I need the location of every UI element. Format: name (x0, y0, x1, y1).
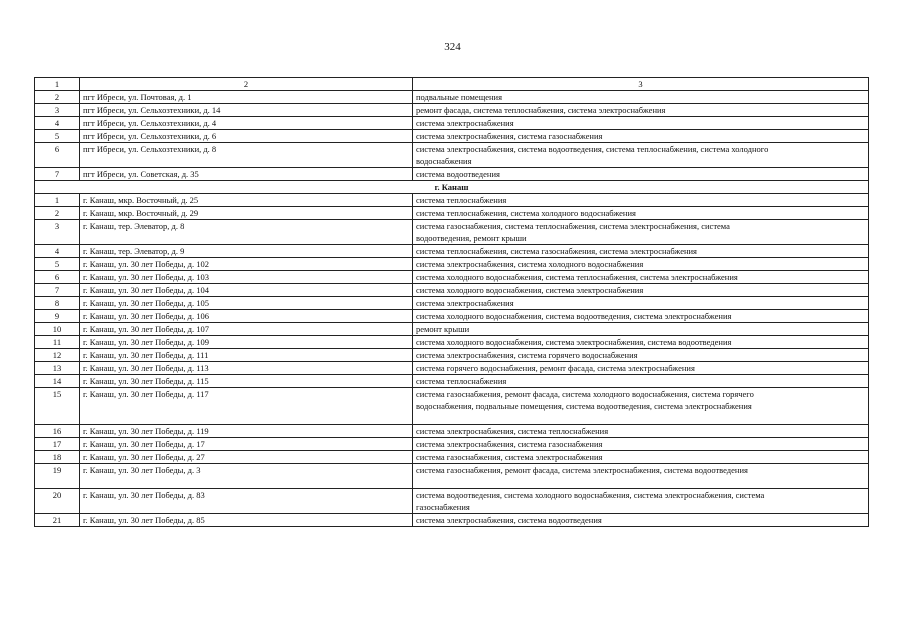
works-cell (413, 143, 869, 168)
works-cell (413, 130, 869, 143)
works-line: система теплоснабжения, система холодного водоснабжения (416, 208, 636, 218)
works-line: система электроснабжения, система газоснабжения (416, 439, 603, 449)
works-line: ремонт фасада, система теплоснабжения, система электроснабжения (416, 105, 666, 115)
works-cell (413, 349, 869, 362)
works-cell (413, 245, 869, 258)
works-cell (413, 258, 869, 271)
works-cell (413, 104, 869, 117)
works-line: система газоснабжения, ремонт фасада, система электроснабжения, система водоотведения (416, 465, 748, 475)
address-cell: г. Канаш, ул. 30 лет Победы, д. 105 (80, 297, 413, 310)
works-cell (413, 336, 869, 349)
row-number: 7 (35, 168, 80, 181)
table-row (35, 297, 869, 310)
row-number: 14 (35, 375, 80, 388)
address-cell: г. Канаш, ул. 30 лет Победы, д. 106 (80, 310, 413, 323)
row-number: 12 (35, 349, 80, 362)
row-number: 17 (35, 438, 80, 451)
row-number: 19 (35, 464, 80, 489)
column-number-row (35, 78, 869, 91)
works-line: газоснабжения (416, 502, 470, 512)
works-line: водоотведения, ремонт крыши (416, 233, 527, 243)
works-line: система холодного водоснабжения, система электроснабжения, система водоотведения (416, 337, 732, 347)
works-line: система водоотведения (416, 169, 500, 179)
table-body (35, 91, 869, 527)
row-number: 18 (35, 451, 80, 464)
row-number: 5 (35, 258, 80, 271)
row-number: 5 (35, 130, 80, 143)
works-cell (413, 284, 869, 297)
works-line: система электроснабжения, система водоотведения (416, 515, 602, 525)
works-cell (413, 438, 869, 451)
works-line: система электроснабжения, система теплоснабжения (416, 426, 609, 436)
works-cell (413, 220, 869, 245)
address-cell: г. Канаш, ул. 30 лет Победы, д. 103 (80, 271, 413, 284)
address-cell: пгт Ибреси, ул. Советская, д. 35 (80, 168, 413, 181)
row-number: 20 (35, 489, 80, 514)
works-line: система холодного водоснабжения, система теплоснабжения, система электроснабжения (416, 272, 738, 282)
address-cell: г. Канаш, ул. 30 лет Победы, д. 115 (80, 375, 413, 388)
row-number: 9 (35, 310, 80, 323)
address-cell: пгт Ибреси, ул. Сельхозтехники, д. 8 (80, 143, 413, 168)
address-cell: г. Канаш, ул. 30 лет Победы, д. 102 (80, 258, 413, 271)
page-number: 324 (444, 41, 461, 53)
works-line: система теплоснабжения (416, 376, 507, 386)
address-cell: г. Канаш, ул. 30 лет Победы, д. 117 (80, 388, 413, 425)
table-row (35, 375, 869, 388)
works-cell (413, 207, 869, 220)
works-cell (413, 194, 869, 207)
address-cell: г. Канаш, ул. 30 лет Победы, д. 111 (80, 349, 413, 362)
works-cell (413, 91, 869, 104)
works-line: система теплоснабжения (416, 195, 507, 205)
table-row (35, 117, 869, 130)
table-row (35, 91, 869, 104)
row-number: 1 (35, 194, 80, 207)
row-number: 13 (35, 362, 80, 375)
row-number: 2 (35, 207, 80, 220)
section-title: г. Канаш (35, 181, 869, 194)
works-line: система электроснабжения, система газоснабжения (416, 131, 603, 141)
section-row (35, 181, 869, 194)
address-cell: г. Канаш, ул. 30 лет Победы, д. 104 (80, 284, 413, 297)
works-cell (413, 323, 869, 336)
address-cell: г. Канаш, ул. 30 лет Победы, д. 109 (80, 336, 413, 349)
table-row (35, 438, 869, 451)
works-cell (413, 271, 869, 284)
works-cell (413, 168, 869, 181)
works-line: система теплоснабжения, система газоснабжения, система электроснабжения (416, 246, 697, 256)
works-line: система газоснабжения, система теплоснабжения, система электроснабжения, система (416, 221, 730, 231)
row-number: 16 (35, 425, 80, 438)
table-row (35, 130, 869, 143)
address-cell: пгт Ибреси, ул. Почтовая, д. 1 (80, 91, 413, 104)
address-cell: г. Канаш, ул. 30 лет Победы, д. 85 (80, 514, 413, 527)
table-row (35, 271, 869, 284)
row-number: 4 (35, 117, 80, 130)
table-row (35, 425, 869, 438)
works-line: водоснабжения, подвальные помещения, система водоотведения, система электроснабжения (416, 401, 752, 411)
works-cell (413, 388, 869, 425)
table-row (35, 258, 869, 271)
address-cell: г. Канаш, ул. 30 лет Победы, д. 119 (80, 425, 413, 438)
works-cell (413, 297, 869, 310)
row-number: 3 (35, 220, 80, 245)
address-cell: г. Канаш, тер. Элеватор, д. 8 (80, 220, 413, 245)
row-number: 3 (35, 104, 80, 117)
works-line: система горячего водоснабжения, ремонт фасада, система электроснабжения (416, 363, 695, 373)
table-row (35, 489, 869, 514)
table-row (35, 284, 869, 297)
housing-repair-table (34, 77, 869, 527)
table-row (35, 388, 869, 425)
table-row (35, 310, 869, 323)
works-line: система электроснабжения (416, 118, 514, 128)
table-row (35, 514, 869, 527)
works-cell (413, 425, 869, 438)
address-cell: г. Канаш, ул. 30 лет Победы, д. 83 (80, 489, 413, 514)
address-cell: г. Канаш, ул. 30 лет Победы, д. 113 (80, 362, 413, 375)
works-cell (413, 489, 869, 514)
works-line: система электроснабжения, система холодного водоснабжения (416, 259, 644, 269)
address-cell: г. Канаш, мкр. Восточный, д. 29 (80, 207, 413, 220)
table-row (35, 168, 869, 181)
works-line: система водоотведения, система холодного водоснабжения, система электроснабжения, система (416, 490, 765, 500)
address-cell: г. Канаш, ул. 30 лет Победы, д. 17 (80, 438, 413, 451)
works-cell (413, 362, 869, 375)
works-cell (413, 117, 869, 130)
row-number: 4 (35, 245, 80, 258)
table-row (35, 349, 869, 362)
column-number-1: 1 (35, 78, 80, 91)
row-number: 6 (35, 271, 80, 284)
works-cell (413, 451, 869, 464)
address-cell: г. Канаш, ул. 30 лет Победы, д. 27 (80, 451, 413, 464)
works-line: система электроснабжения (416, 298, 514, 308)
address-cell: пгт Ибреси, ул. Сельхозтехники, д. 14 (80, 104, 413, 117)
works-line: подвальные помещения (416, 92, 503, 102)
table-row (35, 362, 869, 375)
address-cell: г. Канаш, ул. 30 лет Победы, д. 107 (80, 323, 413, 336)
works-line: система газоснабжения, ремонт фасада, система холодного водоснабжения, система горячего (416, 389, 754, 399)
row-number: 10 (35, 323, 80, 336)
row-number: 6 (35, 143, 80, 168)
table-row (35, 194, 869, 207)
table-row (35, 207, 869, 220)
table-row (35, 245, 869, 258)
works-line: система газоснабжения, система электроснабжения (416, 452, 603, 462)
row-number: 15 (35, 388, 80, 425)
table-row (35, 323, 869, 336)
row-number: 11 (35, 336, 80, 349)
works-line: система электроснабжения, система горячего водоснабжения (416, 350, 638, 360)
works-line: система холодного водоснабжения, система электроснабжения (416, 285, 644, 295)
table-row (35, 464, 869, 489)
works-line: система холодного водоснабжения, система водоотведения, система электроснабжения (416, 311, 732, 321)
row-number: 21 (35, 514, 80, 527)
table-row (35, 451, 869, 464)
row-number: 7 (35, 284, 80, 297)
works-cell (413, 375, 869, 388)
works-line: водоснабжения (416, 156, 472, 166)
address-cell: пгт Ибреси, ул. Сельхозтехники, д. 6 (80, 130, 413, 143)
row-number: 2 (35, 91, 80, 104)
works-cell (413, 310, 869, 323)
address-cell: г. Канаш, мкр. Восточный, д. 25 (80, 194, 413, 207)
address-cell: г. Канаш, ул. 30 лет Победы, д. 3 (80, 464, 413, 489)
works-line: система электроснабжения, система водоотведения, система теплоснабжения, система холодного (416, 144, 769, 154)
table-row (35, 104, 869, 117)
column-number-3: 3 (413, 78, 869, 91)
address-cell: г. Канаш, тер. Элеватор, д. 9 (80, 245, 413, 258)
table-row (35, 336, 869, 349)
works-line: ремонт крыши (416, 324, 470, 334)
row-number: 8 (35, 297, 80, 310)
works-cell (413, 464, 869, 489)
address-cell: пгт Ибреси, ул. Сельхозтехники, д. 4 (80, 117, 413, 130)
works-cell (413, 514, 869, 527)
table-row (35, 143, 869, 168)
column-number-2: 2 (80, 78, 413, 91)
table-row (35, 220, 869, 245)
